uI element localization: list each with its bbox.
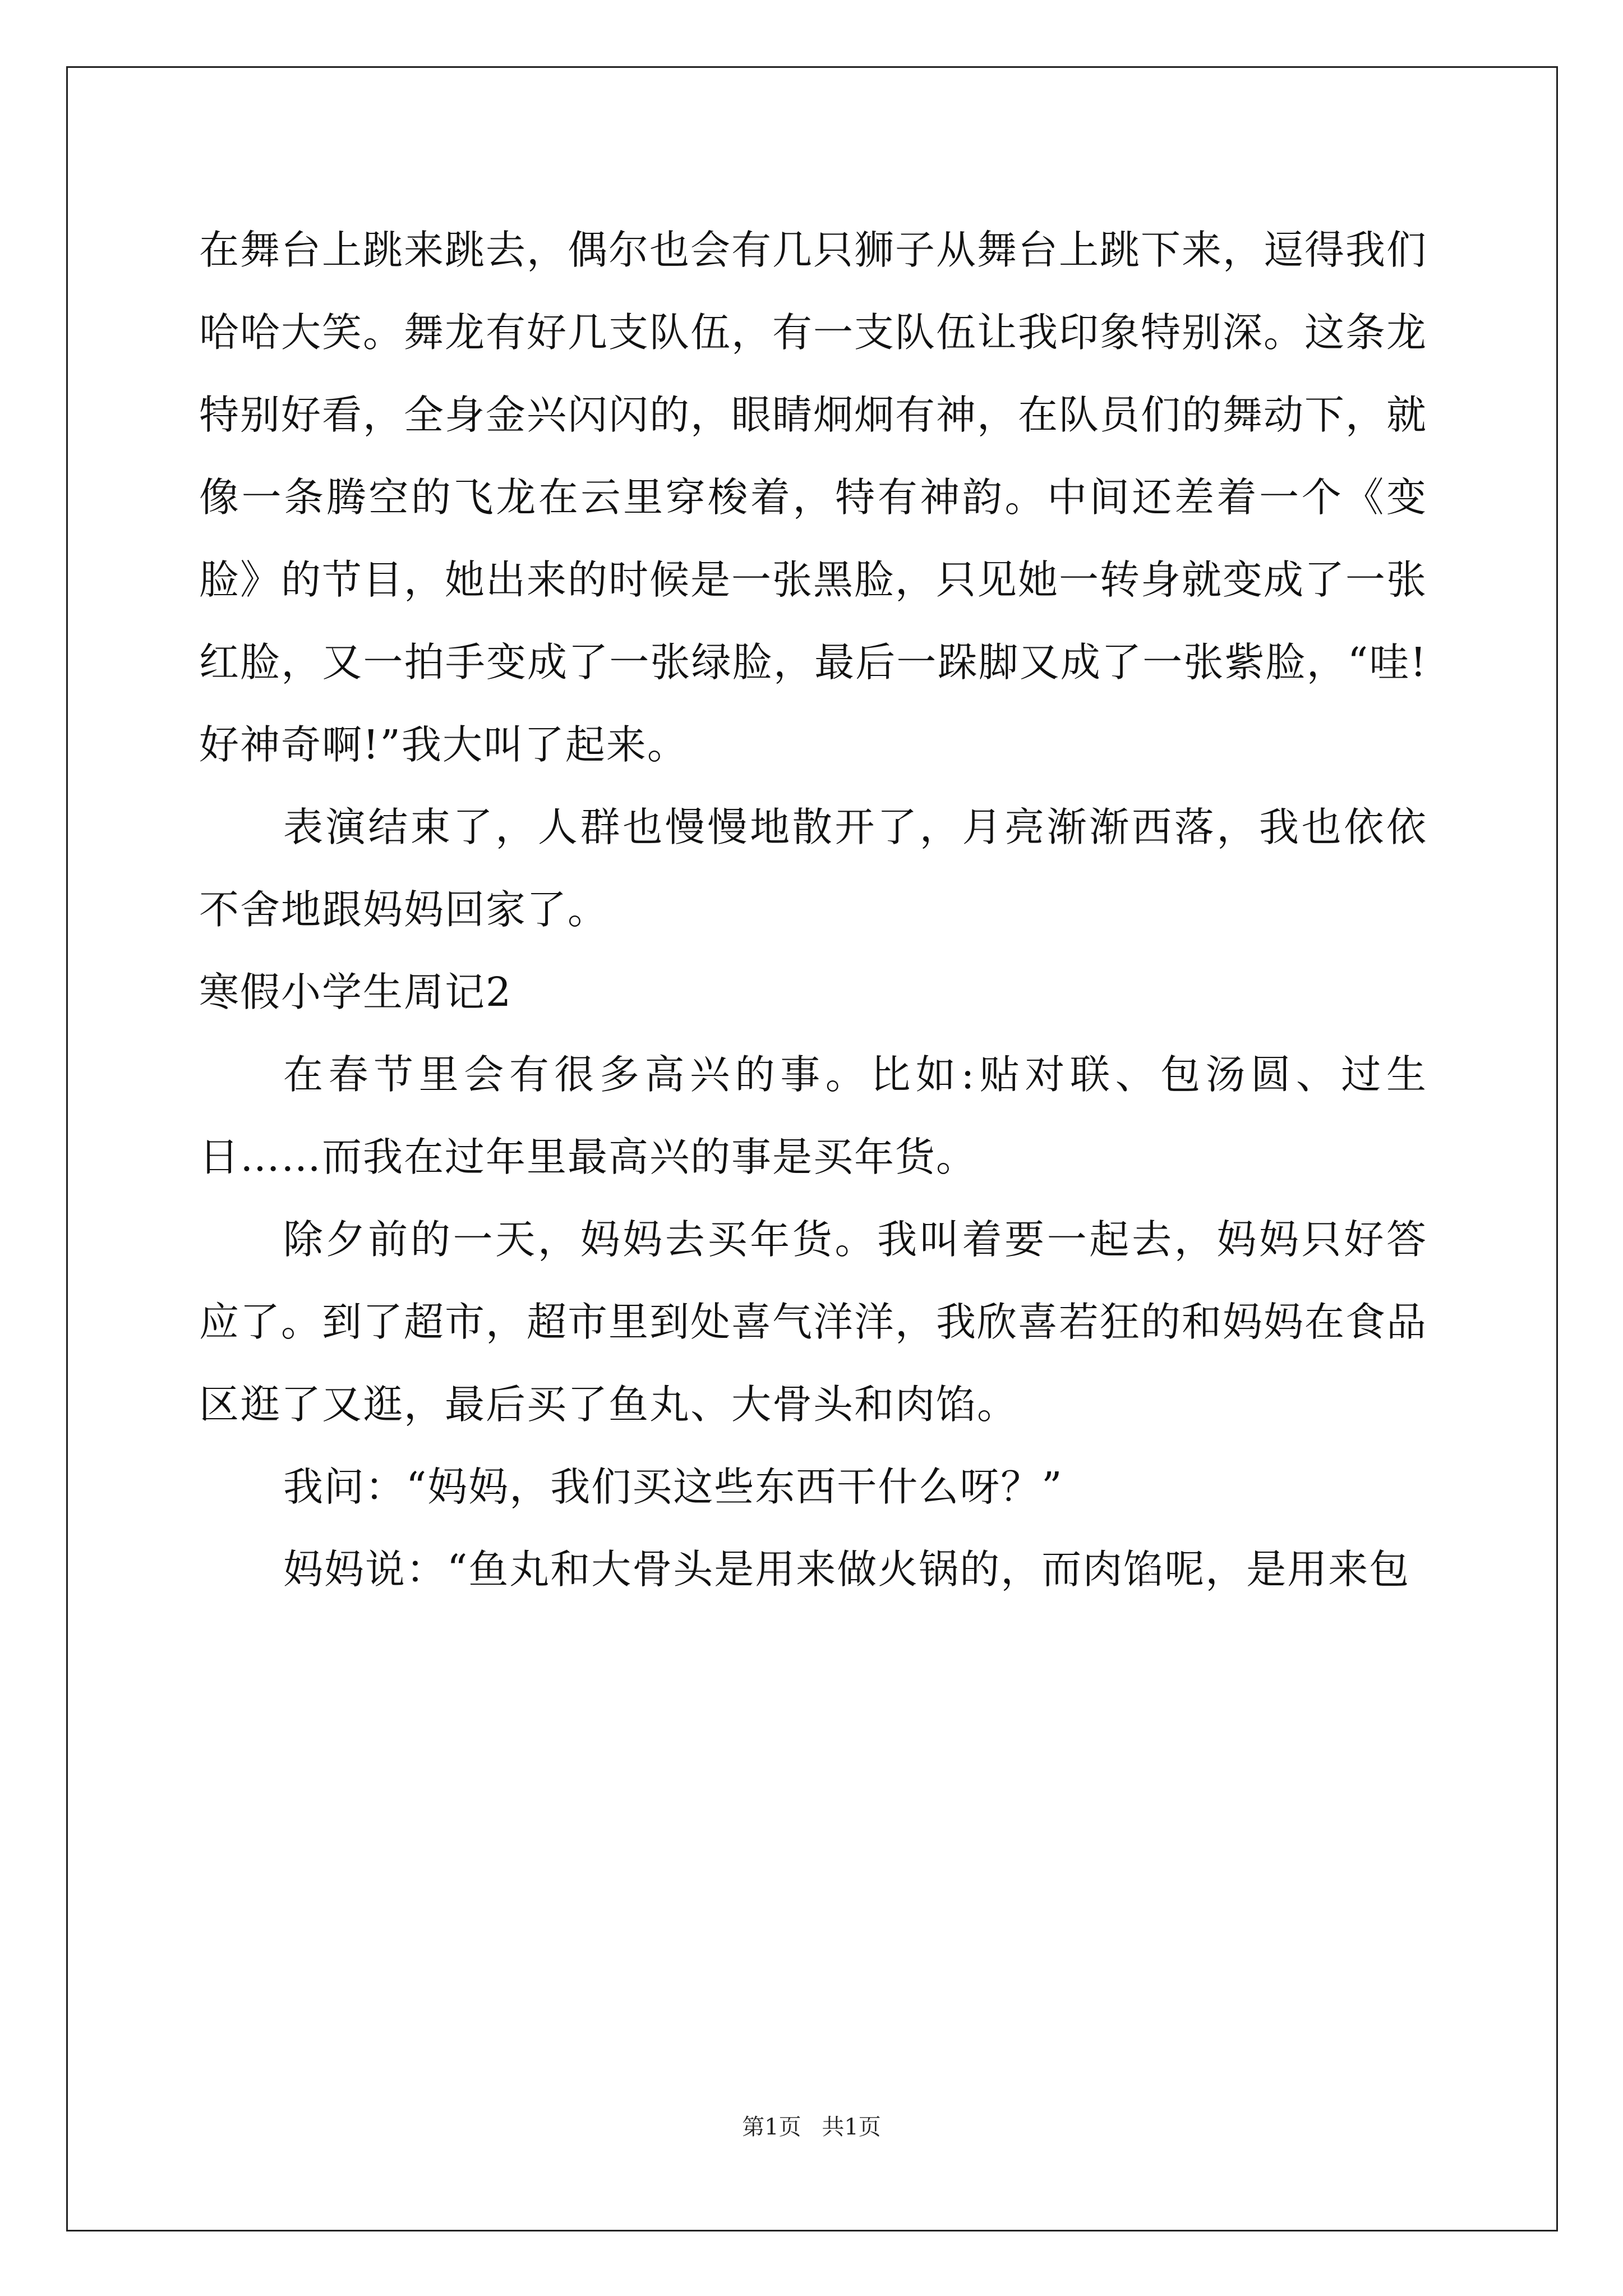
page-number-total: 共1页 — [822, 2114, 881, 2140]
paragraph-3: 在春节里会有很多高兴的事。比如:贴对联、包汤圆、过生日……而我在过年里最高兴的事是买年货。 — [199, 1051, 1427, 1180]
page-footer — [0, 2110, 1623, 2144]
document-body — [199, 209, 1427, 1611]
paragraph-6: 妈妈说：“鱼丸和大骨头是用来做火锅的，而肉馅呢，是用来包 — [283, 1546, 1410, 1593]
paragraph-5: 我问：“妈妈，我们买这些东西干什么呀？” — [283, 1464, 1063, 1510]
paragraph-2: 表演结束了，人群也慢慢地散开了，月亮渐渐西落，我也依依不舍地跟妈妈回家了。 — [199, 804, 1427, 933]
paragraph-1: 在舞台上跳来跳去，偶尔也会有几只狮子从舞台上跳下来，逗得我们哈哈大笑。舞龙有好几支队伍，有一支队伍让我印象特别深。这条龙特别好看，全身金兴闪闪的，眼睛炯炯有神，在队员们的舞动下，就像一条腾空的飞龙在云里穿梭着，特有神韵。中间还差着一个《变脸》的节目，她出来的时候是一张黑脸，只见她一转身就变成了一张红脸，又一拍手变成了一张绿脸，最后一跺脚又成了一张紫脸，“哇!好神奇啊!”我大叫了起来。 — [199, 227, 1428, 768]
section-heading: 寒假小学生周记2 — [199, 969, 513, 1015]
paragraph-4: 除夕前的一天，妈妈去买年货。我叫着要一起去，妈妈只好答应了。到了超市，超市里到处喜气洋洋，我欣喜若狂的和妈妈在食品区逛了又逛，最后买了鱼丸、大骨头和肉馅。 — [199, 1216, 1428, 1428]
page-number-current: 第1页 — [742, 2114, 801, 2140]
